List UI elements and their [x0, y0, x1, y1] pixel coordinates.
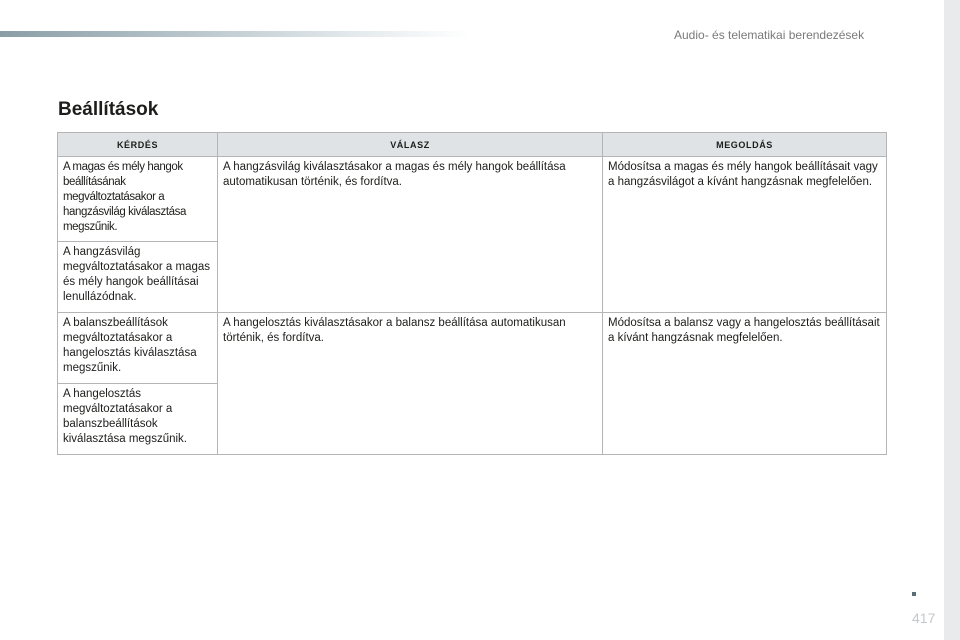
- solution-cell: Módosítsa a magas és mély hangok beállításait vagy a hangzásvilágot a kívánt hangzásnak megfelelően.: [603, 157, 887, 313]
- column-header-question: KÉRDÉS: [58, 133, 218, 157]
- settings-table: [57, 132, 887, 455]
- page-corner-mark: [912, 592, 916, 596]
- answer-cell: A hangelosztás kiválasztásakor a balansz beállítása automatikusan történik, és fordítva.: [218, 313, 603, 455]
- section-title: Audio- és telematikai berendezések: [674, 28, 865, 42]
- page-title: Beállítások: [58, 99, 159, 120]
- column-header-answer: VÁLASZ: [218, 133, 603, 157]
- question-cell: A magas és mély hangok beállításának megváltoztatásakor a hangzásvilág kiválasztása megszűnik.: [58, 157, 218, 242]
- page-edge-band: [944, 0, 960, 640]
- page-number: 417: [912, 610, 936, 626]
- column-header-solution: MEGOLDÁS: [603, 133, 887, 157]
- table-row: [58, 313, 887, 384]
- question-cell: A hangelosztás megváltoztatásakor a balanszbeállítások kiválasztása megszűnik.: [58, 384, 218, 455]
- question-cell: A balanszbeállítások megváltoztatásakor a hangelosztás kiválasztása megszűnik.: [58, 313, 218, 384]
- solution-cell: Módosítsa a balansz vagy a hangelosztás beállításait a kívánt hangzásnak megfelelően.: [603, 313, 887, 455]
- answer-cell: A hangzásvilág kiválasztásakor a magas és mély hangok beállítása automatikusan történik, és fordítva.: [218, 157, 603, 313]
- question-cell: A hangzásvilág megváltoztatásakor a magas és mély hangok beállításai lenullázódnak.: [58, 242, 218, 313]
- table-header-row: [58, 133, 887, 157]
- header-accent-bar: [0, 31, 470, 37]
- table-row: [58, 157, 887, 242]
